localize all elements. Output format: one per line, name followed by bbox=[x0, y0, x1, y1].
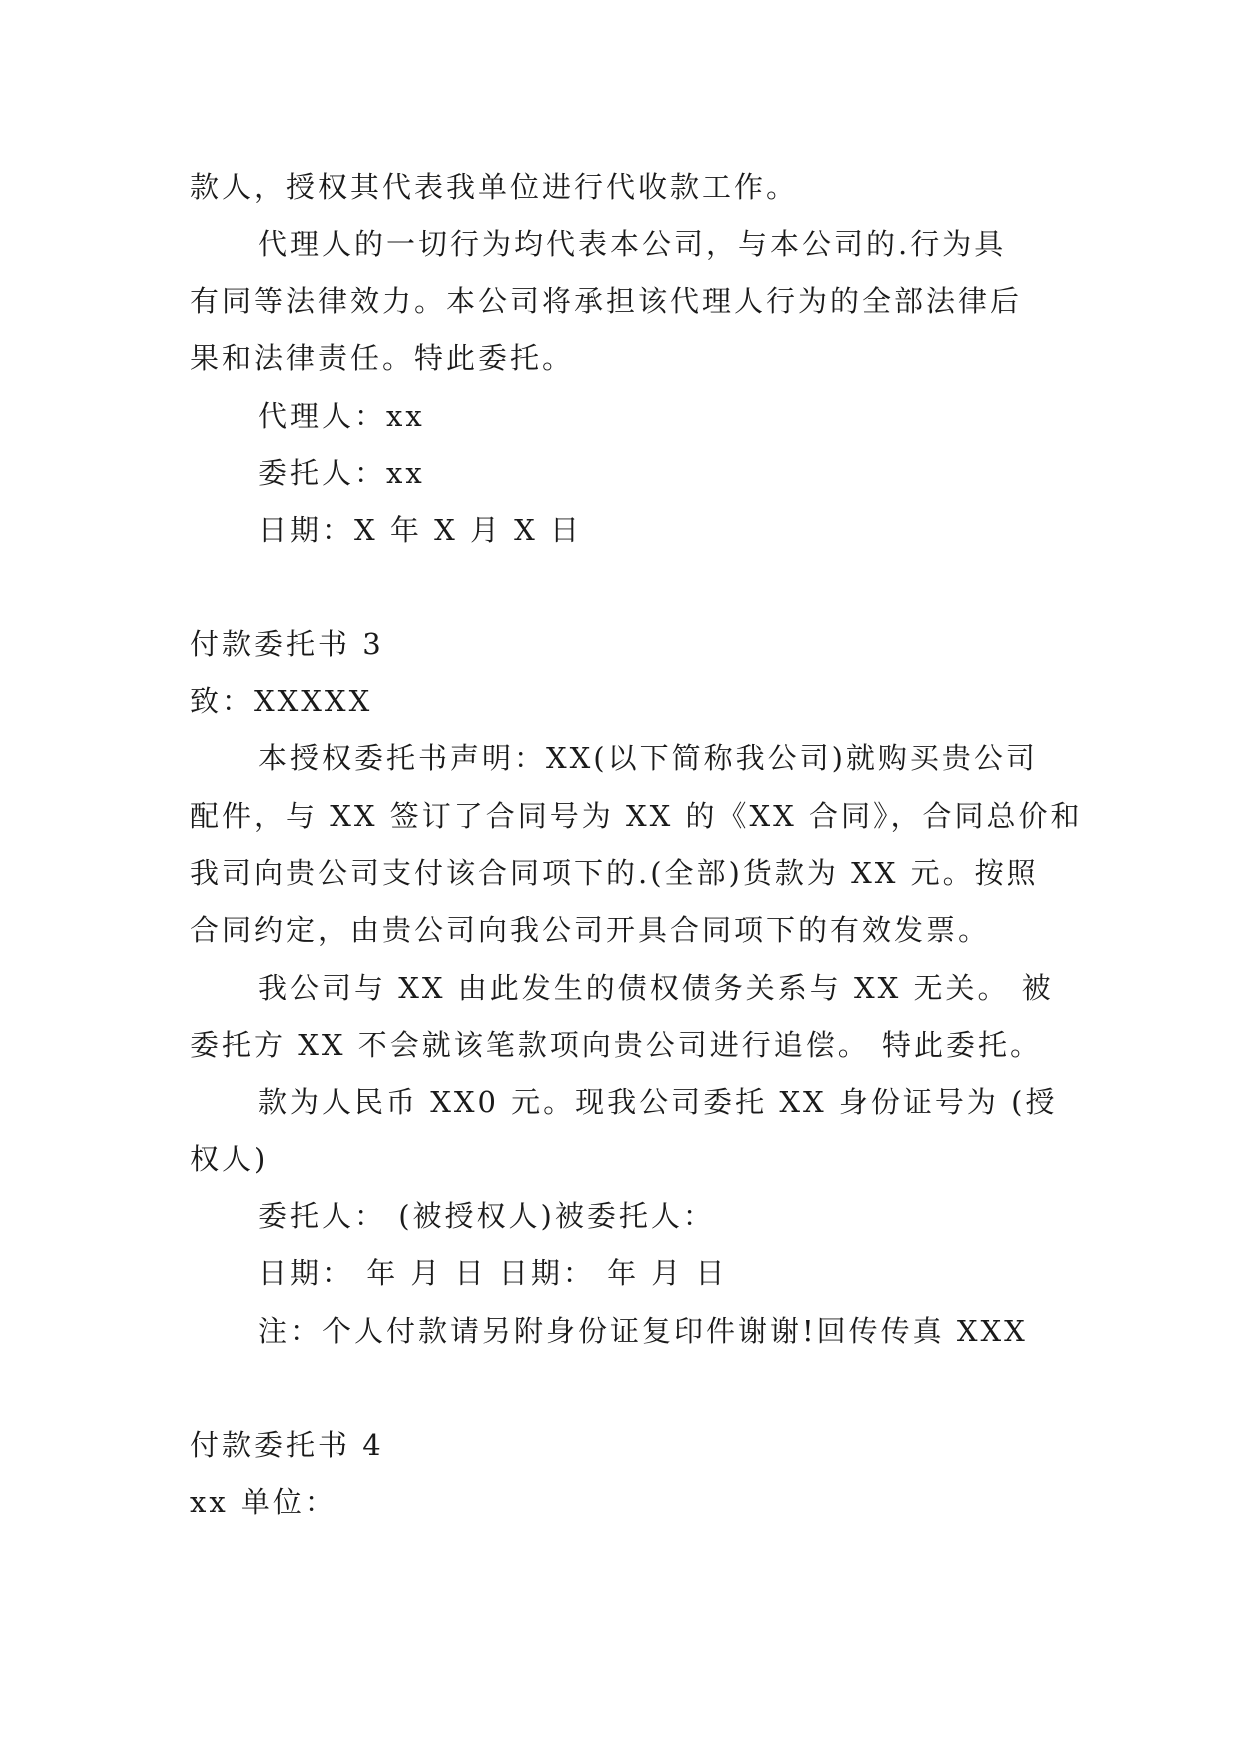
text-line: 本授权委托书声明：XX(以下简称我公司)就购买贵公司 bbox=[258, 741, 1038, 775]
recipient-line: 致：XXXXX bbox=[190, 684, 373, 718]
text-line: 有同等法律效力。本公司将承担该代理人行为的全部法律后 bbox=[190, 284, 1023, 318]
signature-agent: 代理人：xx bbox=[258, 399, 425, 433]
signature-principal: 委托人：xx bbox=[258, 456, 425, 490]
text-line: 委托方 XX 不会就该笔款项向贵公司进行追偿。 特此委托。 bbox=[190, 1028, 1042, 1062]
section-title: 付款委托书 4 bbox=[190, 1428, 384, 1462]
date-line: 日期：X 年 X 月 X 日 bbox=[258, 513, 583, 547]
note-line: 注：个人付款请另附身份证复印件谢谢!回传传真 XXX bbox=[258, 1314, 1028, 1348]
text-line: 我公司与 XX 由此发生的债权债务关系与 XX 无关。 被 bbox=[258, 971, 1054, 1005]
text-line: 款为人民币 XX0 元。现我公司委托 XX 身份证号为 (授 bbox=[258, 1085, 1058, 1119]
text-line: 代理人的一切行为均代表本公司，与本公司的.行为具 bbox=[258, 227, 1007, 261]
text-line: 合同约定，由贵公司向我公司开具合同项下的有效发票。 bbox=[190, 913, 991, 947]
text-line: 果和法律责任。特此委托。 bbox=[190, 341, 575, 375]
text-line: 权人) bbox=[190, 1142, 269, 1176]
text-line: 配件，与 XX 签订了合同号为 XX 的《XX 合同》，合同总价和 bbox=[190, 799, 1083, 833]
signature-line: 委托人： (被授权人)被委托人： bbox=[258, 1199, 715, 1233]
text-line: 款人，授权其代表我单位进行代收款工作。 bbox=[190, 170, 799, 204]
recipient-line: xx 单位： bbox=[190, 1485, 337, 1519]
date-line: 日期： 年 月 日 日期： 年 月 日 bbox=[258, 1256, 728, 1290]
text-line: 我司向贵公司支付该合同项下的.(全部)货款为 XX 元。按照 bbox=[190, 856, 1039, 890]
section-title: 付款委托书 3 bbox=[190, 627, 384, 661]
